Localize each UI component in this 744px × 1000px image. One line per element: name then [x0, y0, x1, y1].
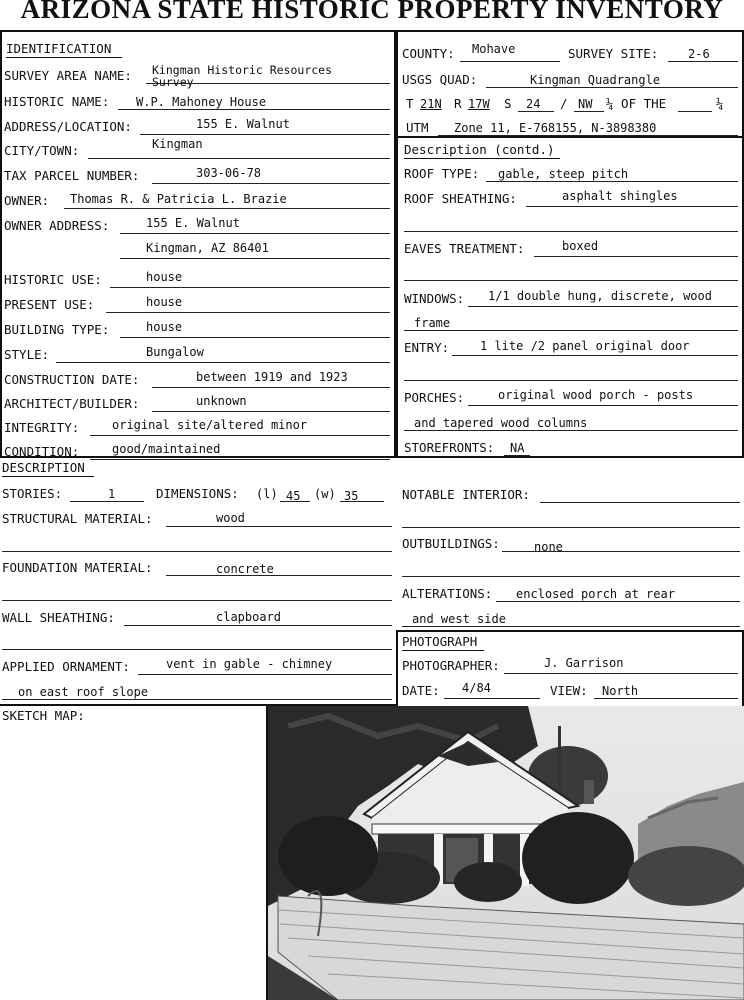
- sketch-map-label: SKETCH MAP:: [2, 708, 85, 723]
- dim-l-value: 45: [286, 489, 301, 503]
- historic-use-value: house: [146, 270, 183, 284]
- style-value: Bungalow: [146, 345, 204, 359]
- present-use-label: PRESENT USE:: [4, 297, 95, 312]
- architect-label: ARCHITECT/BUILDER:: [4, 396, 140, 411]
- section-slash: /: [560, 96, 568, 111]
- ornament-label: APPLIED ORNAMENT:: [2, 659, 130, 674]
- owner-address-line1: 155 E. Walnut: [146, 216, 240, 230]
- section-value: 24: [526, 97, 541, 111]
- tax-parcel-value: 303-06-78: [196, 166, 262, 180]
- owner-label: OWNER:: [4, 193, 50, 208]
- description-contd-heading: Description (contd.): [404, 142, 555, 157]
- description-heading: DESCRIPTION: [2, 460, 85, 475]
- historic-name-label: HISTORIC NAME:: [4, 94, 110, 109]
- quarter-text: ¼ OF THE: [606, 96, 667, 111]
- address-value: 155 E. Walnut: [196, 117, 290, 131]
- roof-sheathing-label: ROOF SHEATHING:: [404, 191, 517, 206]
- survey-area-label: SURVEY AREA NAME:: [4, 68, 132, 83]
- quarter-end: ¼: [716, 96, 724, 111]
- house-photo-image: [268, 706, 744, 1000]
- photographer-value: J. Garrison: [544, 656, 624, 670]
- photographer-label: PHOTOGRAPHER:: [402, 658, 500, 673]
- structural-value: wood: [216, 511, 245, 525]
- alterations-value-1: enclosed porch at rear: [516, 587, 675, 601]
- stories-value: 1: [108, 487, 116, 501]
- range-label: R: [454, 96, 462, 111]
- historic-name-value: W.P. Mahoney House: [136, 95, 267, 109]
- porches-value-1: original wood porch - posts: [498, 388, 694, 402]
- stories-label: STORIES:: [2, 486, 63, 501]
- county-label: COUNTY:: [402, 46, 455, 61]
- photograph-box: [396, 630, 744, 708]
- alterations-label: ALTERATIONS:: [402, 586, 493, 601]
- house-photo: [268, 706, 744, 1000]
- usgs-value: Kingman Quadrangle: [530, 73, 661, 87]
- ornament-value-1: vent in gable - chimney: [166, 657, 333, 671]
- eaves-label: EAVES TREATMENT:: [404, 241, 525, 256]
- construction-date-value: between 1919 and 1923: [196, 370, 348, 384]
- structural-label: STRUCTURAL MATERIAL:: [2, 511, 153, 526]
- section-label: S: [504, 96, 512, 111]
- roof-type-value: gable, steep pitch: [498, 167, 629, 181]
- description-contd-box: [396, 136, 744, 458]
- dim-l-label: (l): [256, 487, 278, 501]
- foundation-label: FOUNDATION MATERIAL:: [2, 560, 153, 575]
- dimensions-label: DIMENSIONS:: [156, 486, 239, 501]
- identification-box: [0, 30, 396, 458]
- integrity-value: original site/altered minor: [112, 418, 308, 432]
- tax-parcel-label: TAX PARCEL NUMBER:: [4, 168, 140, 183]
- photograph-heading: PHOTOGRAPH: [402, 634, 477, 649]
- roof-sheathing-value: asphalt shingles: [562, 189, 678, 203]
- identification-heading: IDENTIFICATION: [6, 41, 111, 56]
- building-type-label: BUILDING TYPE:: [4, 322, 110, 337]
- township-value: 21N: [420, 97, 442, 111]
- condition-label: CONDITION:: [4, 444, 80, 459]
- foundation-value: concrete: [216, 562, 274, 576]
- windows-value-1: 1/1 double hung, discrete, wood: [488, 289, 712, 303]
- storefronts-value: NA: [510, 441, 525, 455]
- porches-label: PORCHES:: [404, 390, 465, 405]
- form-title: ARIZONA STATE HISTORIC PROPERTY INVENTORY: [20, 0, 724, 24]
- ornament-value-2: on east roof slope: [18, 685, 149, 699]
- dim-w-value: 35: [344, 489, 359, 503]
- survey-site-label: SURVEY SITE:: [568, 46, 659, 61]
- entry-value: 1 lite /2 panel original door: [480, 339, 690, 353]
- architect-value: unknown: [196, 394, 247, 408]
- windows-label: WINDOWS:: [404, 291, 465, 306]
- wall-sheathing-label: WALL SHEATHING:: [2, 610, 115, 625]
- owner-address-label: OWNER ADDRESS:: [4, 218, 110, 233]
- present-use-value: house: [146, 295, 183, 309]
- survey-area-value: Kingman Historic Resources Survey: [152, 63, 333, 89]
- wall-sheathing-value: clapboard: [216, 610, 282, 624]
- roof-type-label: ROOF TYPE:: [404, 166, 480, 181]
- city-value: Kingman: [152, 137, 203, 151]
- view-label: VIEW:: [550, 683, 588, 698]
- utm-label: UTM: [406, 120, 429, 135]
- dim-w-label: (w): [314, 487, 336, 501]
- view-value: North: [602, 684, 639, 698]
- utm-value: Zone 11, E-768155, N-3898380: [454, 121, 657, 135]
- usgs-label: USGS QUAD:: [402, 72, 478, 87]
- range-value: 17W: [468, 97, 490, 111]
- address-label: ADDRESS/LOCATION:: [4, 119, 132, 134]
- location-box: [396, 30, 744, 138]
- integrity-label: INTEGRITY:: [4, 420, 80, 435]
- construction-date-label: CONSTRUCTION DATE:: [4, 372, 140, 387]
- city-label: CITY/TOWN:: [4, 143, 80, 158]
- outbuildings-value: none: [534, 540, 563, 554]
- eaves-value: boxed: [562, 239, 599, 253]
- style-label: STYLE:: [4, 347, 50, 362]
- survey-site-value: 2-6: [688, 47, 710, 61]
- owner-value: Thomas R. & Patricia L. Brazie: [70, 192, 287, 206]
- windows-value-2: frame: [414, 316, 451, 330]
- porches-value-2: and tapered wood columns: [414, 416, 588, 430]
- township-label: T: [406, 96, 414, 111]
- condition-value: good/maintained: [112, 442, 221, 456]
- owner-address-line2: Kingman, AZ 86401: [146, 241, 269, 255]
- alterations-value-2: and west side: [412, 612, 506, 626]
- photo-date-label: DATE:: [402, 683, 440, 698]
- sketch-map-area: [0, 706, 268, 1000]
- storefronts-label: STOREFRONTS:: [404, 440, 495, 455]
- county-value: Mohave: [472, 42, 516, 56]
- outbuildings-label: OUTBUILDINGS:: [402, 536, 500, 551]
- photo-date-value: 4/84: [462, 681, 491, 695]
- building-type-value: house: [146, 320, 183, 334]
- notable-interior-label: NOTABLE INTERIOR:: [402, 487, 530, 502]
- quarter-value: NW: [578, 97, 593, 111]
- entry-label: ENTRY:: [404, 340, 450, 355]
- historic-use-label: HISTORIC USE:: [4, 272, 102, 287]
